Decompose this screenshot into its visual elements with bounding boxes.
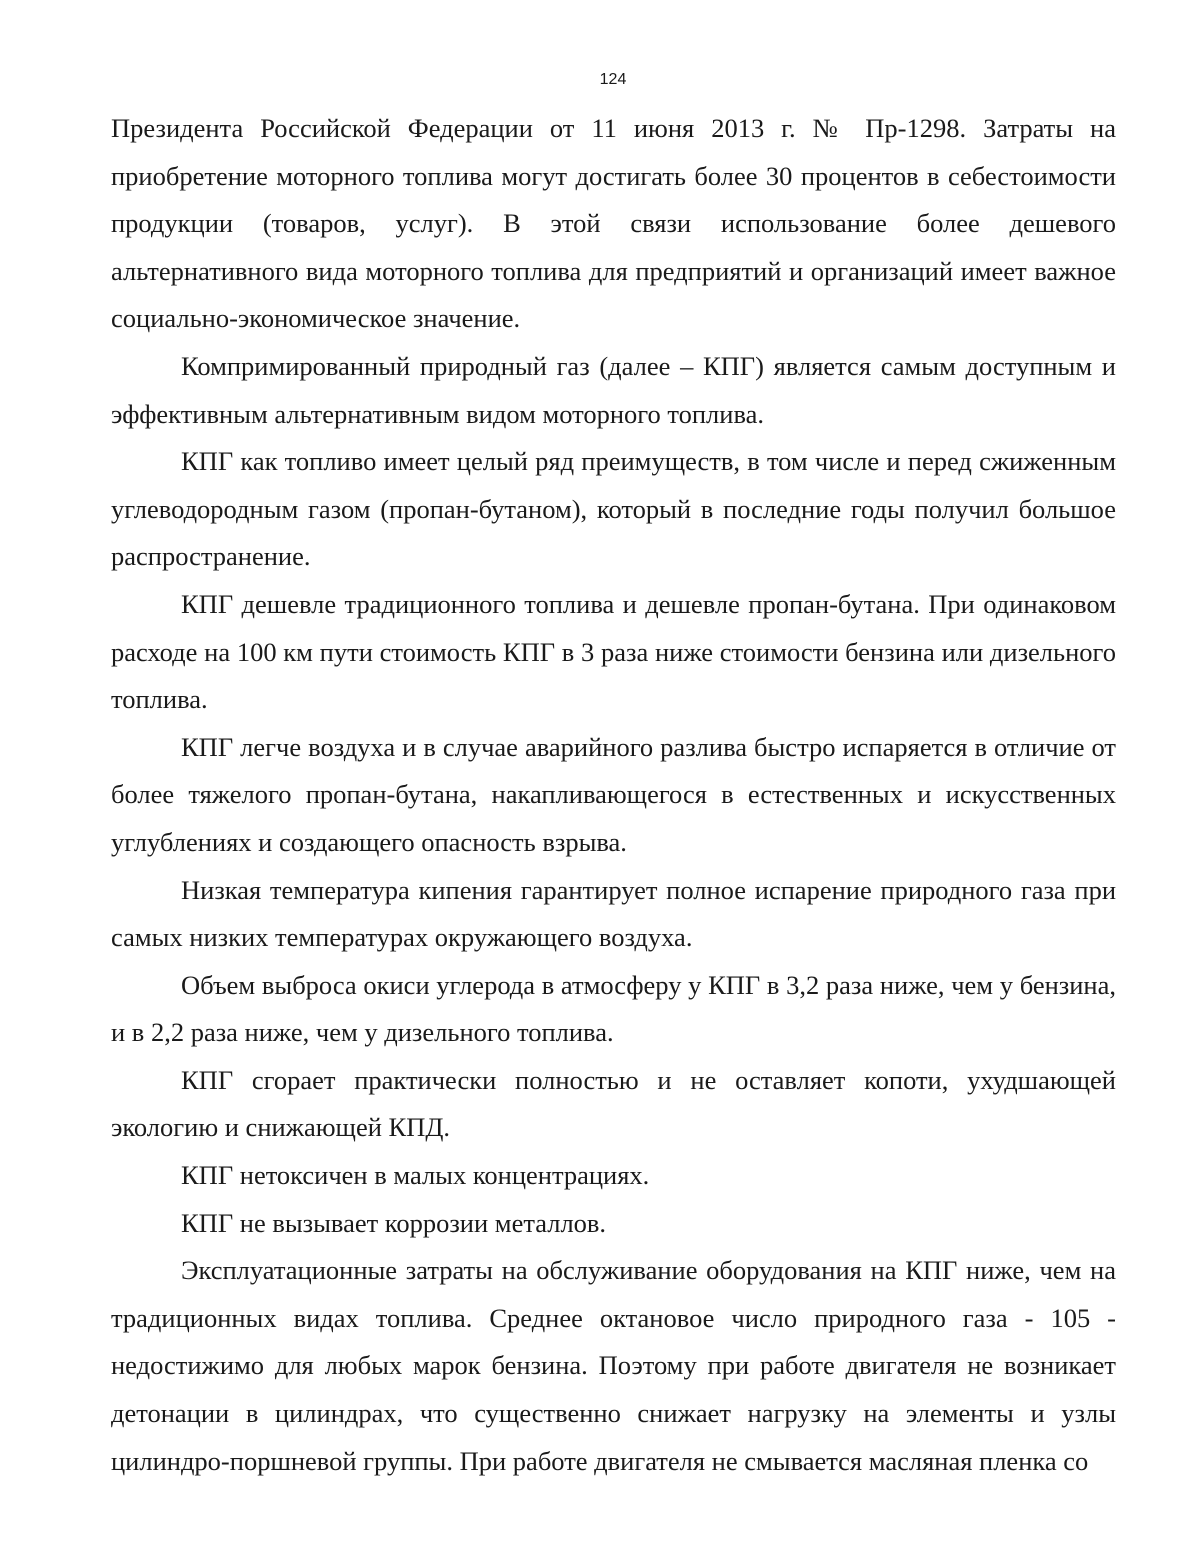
paragraph-6: Низкая температура кипения гарантирует полное испарение природного газа при самых низких температурах окружающего воздуха.: [111, 874, 1116, 953]
paragraph-7: Объем выброса окиси углерода в атмосферу у КПГ в 3,2 раза ниже, чем у бензина, и в 2,2 раза ниже, чем у дизельного топлива.: [111, 969, 1116, 1048]
paragraph-1: Президента Российской Федерации от 11 июня 2013 г. № Пр-1298. Затраты на приобретение моторного топлива могут достигать более 30 процентов в себестоимости продукции (товаров, услуг). В этой связи использование более дешевого альтернативного вида моторного топлива для предприятий и организаций имеет важное социально-экономическое значение.: [111, 113, 1116, 334]
document-body: [111, 105, 1116, 1485]
paragraph-11: Эксплуатационные затраты на обслуживание оборудования на КПГ ниже, чем на традиционных видах топлива. Среднее октановое число природного газа - 105 - недостижимо для любых марок бензина. Поэтому при работе двигателя не возникает детонации в цилиндрах, что существенно снижает нагрузку на элементы и узлы цилиндро-поршневой группы. При работе двигателя не смывается масляная пленка со: [111, 1255, 1116, 1476]
paragraph-5: КПГ легче воздуха и в случае аварийного разлива быстро испаряется в отличие от более тяжелого пропан-бутана, накапливающегося в естественных и искусственных углублениях и создающего опасность взрыва.: [111, 731, 1116, 857]
paragraph-9: КПГ нетоксичен в малых концентрациях.: [181, 1160, 650, 1191]
paragraph-2: Компримированный природный газ (далее – КПГ) является самым доступным и эффективным альтернативным видом моторного топлива.: [111, 350, 1116, 429]
paragraph-10: КПГ не вызывает коррозии металлов.: [181, 1207, 607, 1238]
paragraph-3: КПГ как топливо имеет целый ряд преимуществ, в том числе и перед сжиженным углеводородным газом (пропан-бутаном), который в последние годы получил большое распространение.: [111, 446, 1116, 572]
paragraph-8: КПГ сгорает практически полностью и не оставляет копоти, ухудшающей экологию и снижающей КПД.: [111, 1064, 1116, 1143]
page-number: 124: [599, 71, 627, 88]
paragraph-4: КПГ дешевле традиционного топлива и дешевле пропан-бутана. При одинаковом расходе на 100 км пути стоимость КПГ в 3 раза ниже стоимости бензина или дизельного топлива.: [111, 588, 1116, 715]
